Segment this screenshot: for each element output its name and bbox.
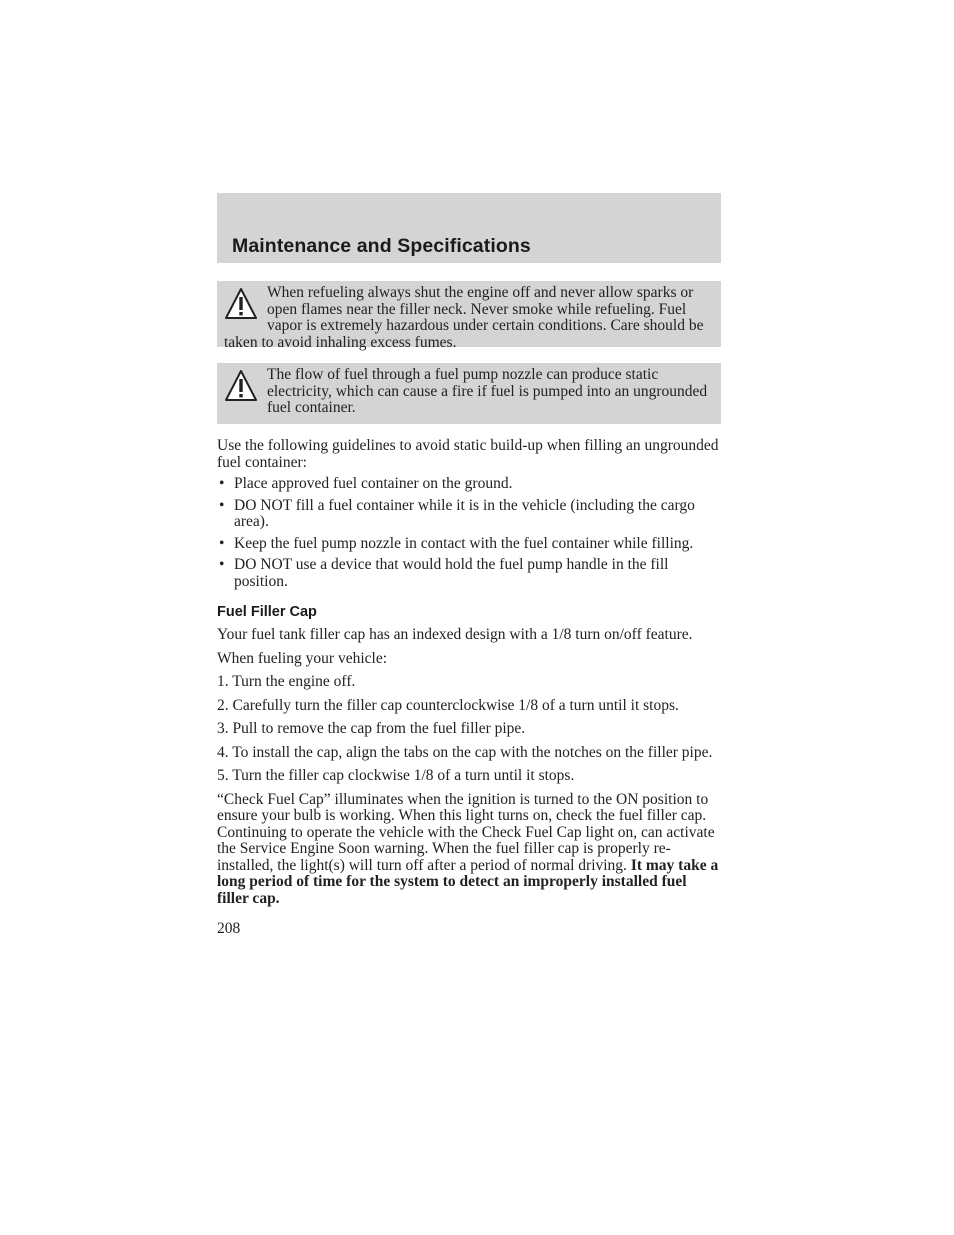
page-number: 208 [217, 920, 241, 937]
list-item-text: DO NOT fill a fuel container while it is in the vehicle (including the cargo area). [234, 496, 695, 530]
intro-paragraph: Use the following guidelines to avoid static build-up when filling an ungrounded fuel container: [217, 437, 719, 471]
bullet-glyph: • [219, 534, 225, 552]
warning-box-refueling [217, 281, 721, 351]
when-fueling-text: When fueling your vehicle: [217, 649, 388, 667]
page-title: Maintenance and Specifications [232, 235, 531, 257]
filler-cap-description: Your fuel tank filler cap has an indexed design with a 1/8 turn on/off feature. [217, 626, 693, 643]
warning-triangle-icon [224, 369, 258, 403]
list-item [217, 476, 721, 493]
guideline-list [217, 476, 721, 590]
bullet-glyph: • [219, 475, 225, 492]
list-item-text: Place approved fuel container on the ground. [234, 475, 513, 492]
bullet-glyph: • [219, 496, 225, 514]
list-item [217, 557, 721, 590]
section-header [217, 193, 721, 263]
list-item-text: Keep the fuel pump nozzle in contact with the fuel container while filling. [234, 534, 694, 552]
bullet-glyph: • [219, 556, 225, 573]
list-item-text: DO NOT use a device that would hold the fuel pump handle in the fill position. [234, 556, 669, 590]
step-item: 2. Carefully turn the filler cap counterclockwise 1/8 of a turn until it stops. [217, 696, 679, 714]
warning-text: The flow of fuel through a fuel pump nozzle can produce static electricity, which can cause a fire if fuel is pumped into an ungrounded fuel container. [267, 366, 708, 416]
warning-box-static [217, 363, 721, 424]
warning-triangle-icon [224, 287, 258, 321]
step-item: 3. Pull to remove the cap from the fuel filler pipe. [217, 720, 526, 737]
manual-page [217, 193, 721, 953]
list-item [217, 536, 721, 553]
section-heading: Fuel Filler Cap [217, 604, 317, 620]
step-item: 4. To install the cap, align the tabs on the cap with the notches on the filler pipe. [217, 743, 713, 761]
check-fuel-cap-text: “Check Fuel Cap” illuminates when the ignition is turned to the ON position to ensure your bulb is working. When this light turns on, check the fuel filler cap. Continuing to operate the vehicle with the Check Fuel Cap light on, can activate the Service Engine Soon warning. When the fuel filler cap is properly re-installed, the light(s) will turn off after a period of normal driving. [217, 790, 715, 874]
warning-text: When refueling always shut the engine off and never allow sparks or open flames near the filler neck. Never smoke while refueling. Fuel vapor is extremely hazardous under certain conditions. Care should be taken to avoid inhaling excess fumes. [224, 284, 704, 351]
step-item: 5. Turn the filler cap clockwise 1/8 of a turn until it stops. [217, 767, 575, 784]
check-fuel-cap-bold-text: It may take a long period of time for the system to detect an improperly installed fuel filler cap. [217, 856, 719, 907]
step-item: 1. Turn the engine off. [217, 673, 356, 690]
check-fuel-cap-paragraph [217, 792, 721, 908]
list-item [217, 498, 721, 531]
